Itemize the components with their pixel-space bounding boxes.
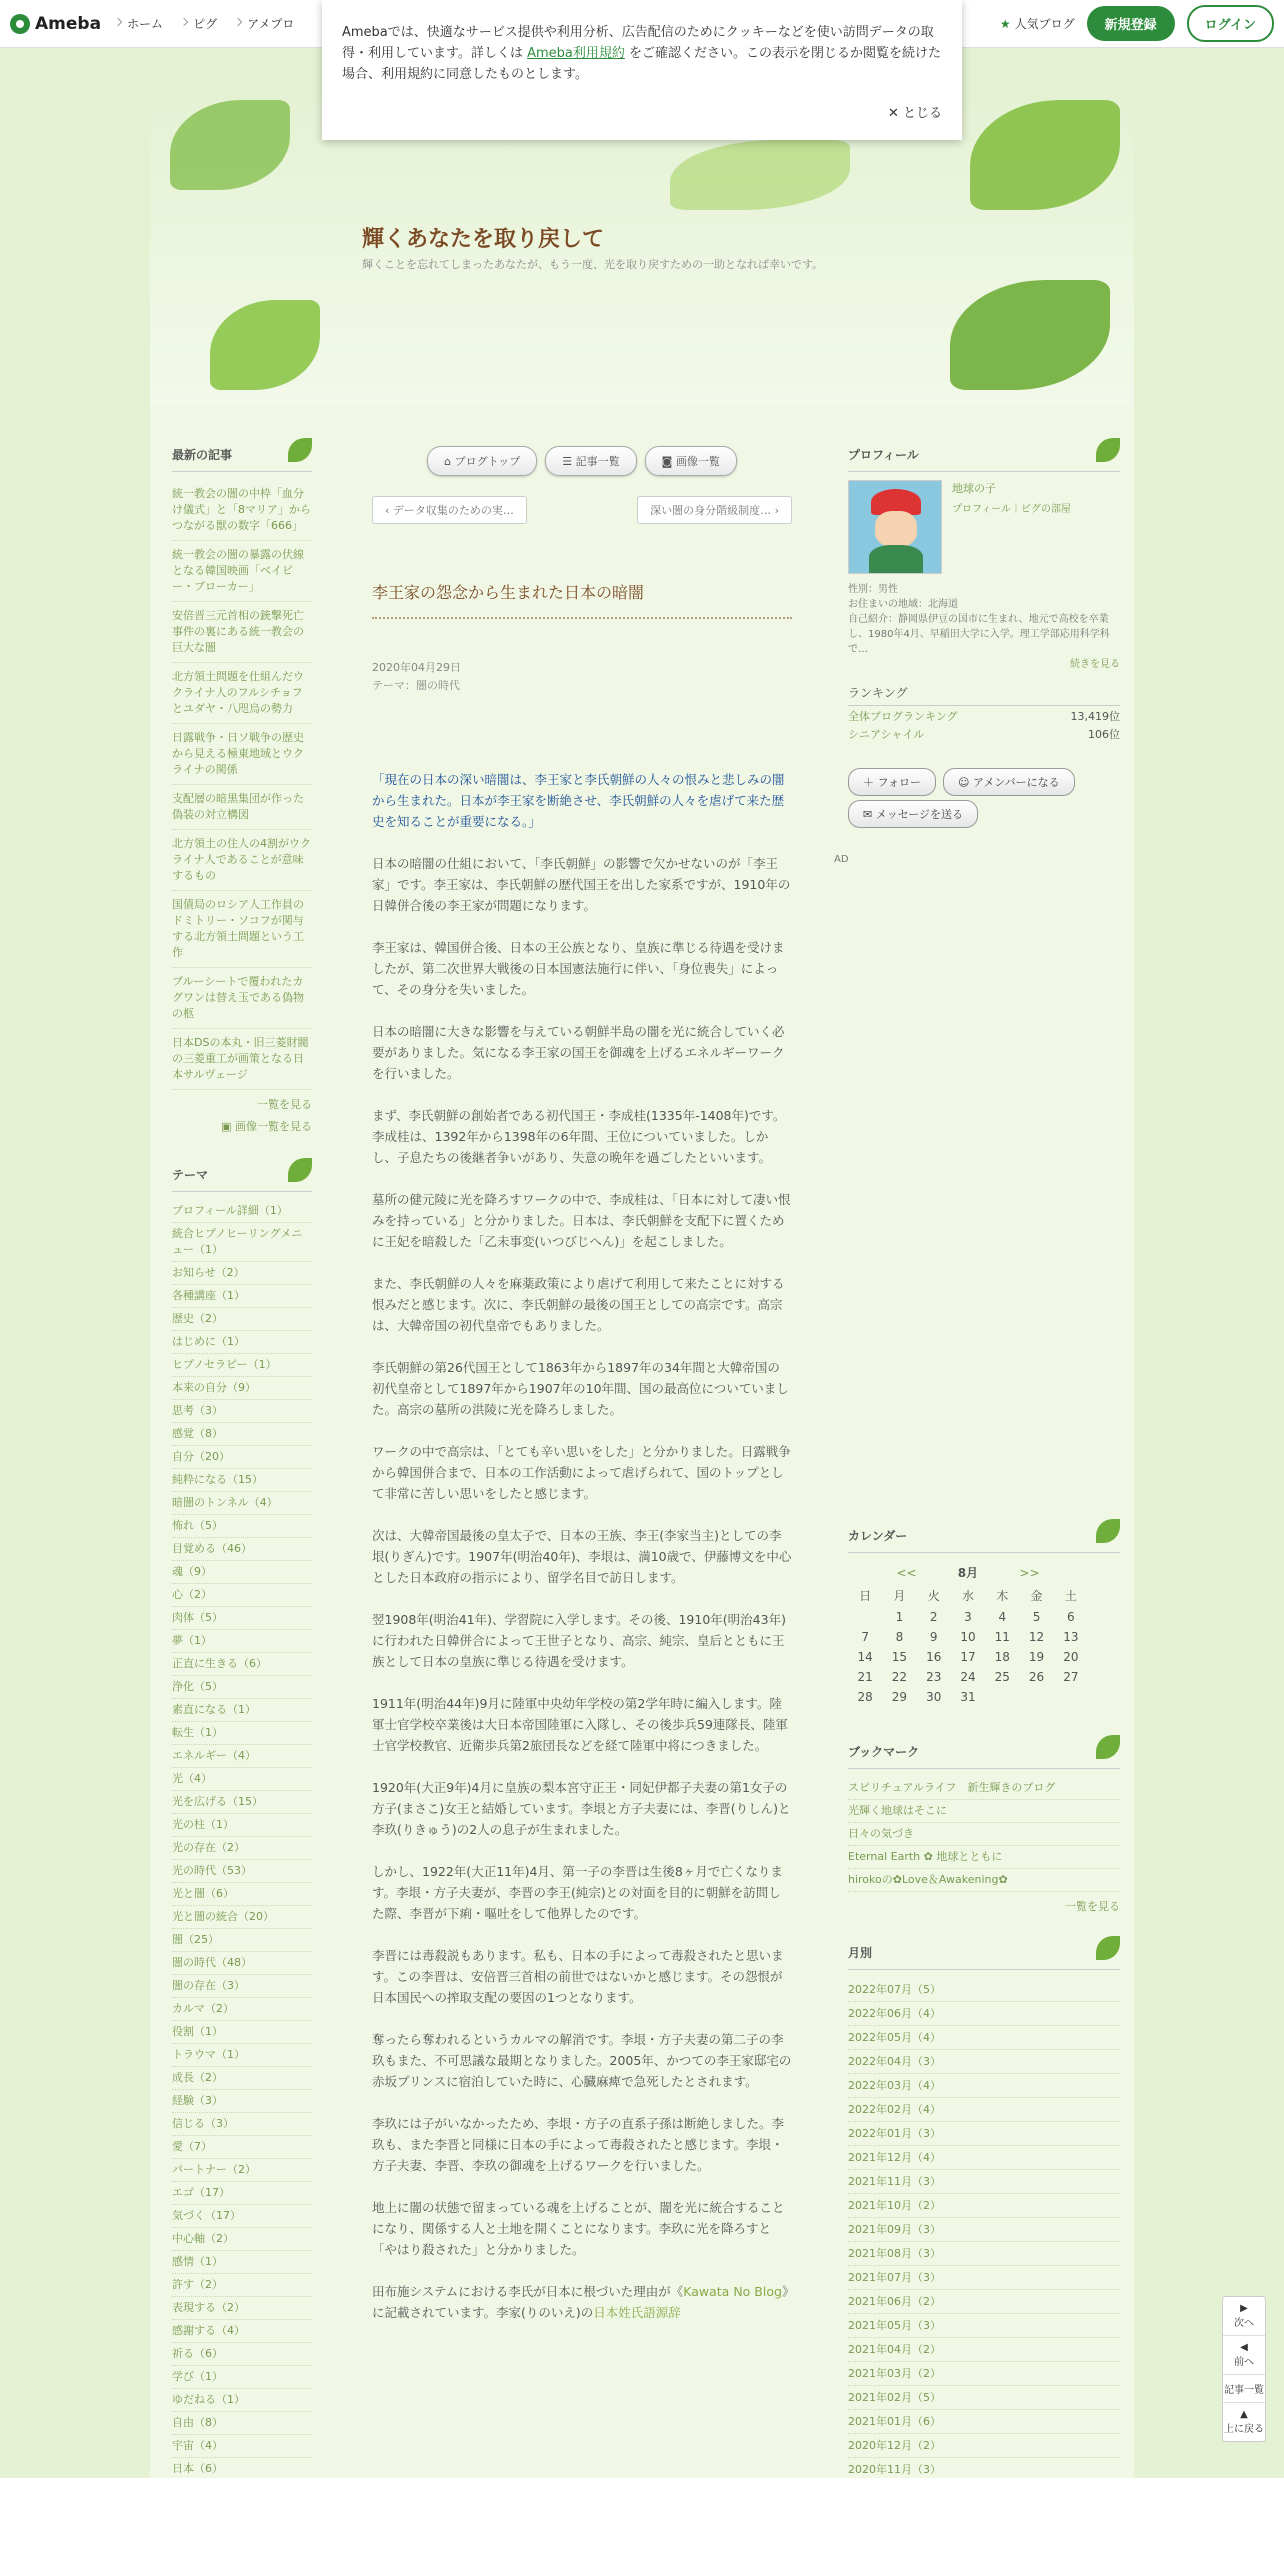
recent-header: 最新の記事 <box>172 446 312 472</box>
theme-link[interactable]: 闇の時代（48） <box>172 1952 312 1975</box>
monthly-archive-link[interactable]: 2021年11月（3） <box>848 2170 1120 2194</box>
theme-link[interactable]: 光と闇（6） <box>172 1883 312 1906</box>
theme-header: テーマ <box>172 1166 312 1192</box>
mail-icon: ✉ <box>863 808 873 821</box>
monthly-archive-link[interactable]: 2020年12月（2） <box>848 2434 1120 2458</box>
profile-intro: 自己紹介：静岡県伊豆の国市に生まれ、地元で高校を卒業し、1980年4月、早稲田大学に入学。理工学部応用科学科で… <box>848 614 1110 655</box>
entry-paragraph: また、李氏朝鮮の人々を麻薬政策により虐げて利用して来たことに対する恨みだと感じます。次に、李氏朝鮮の最後の国王としての高宗です。高宗は、大韓帝国の初代皇帝でもありました。 <box>372 1276 785 1333</box>
monthly-archive-link[interactable]: 2022年06月（4） <box>848 2002 1120 2026</box>
calendar-day: 29 <box>891 1690 908 1704</box>
theme-link[interactable]: エネルギー（4） <box>172 1745 312 1768</box>
leaf-icon <box>1096 1936 1120 1960</box>
calendar-weekday: 土 <box>1064 1589 1077 1603</box>
calendar-day: 12 <box>1028 1630 1045 1644</box>
calendar-month: 8月 <box>957 1566 979 1580</box>
theme-link[interactable]: 思考（3） <box>172 1400 312 1423</box>
entry-theme-link[interactable]: テーマ：闇の時代 <box>372 679 460 692</box>
bookmark-link[interactable]: 光輝く地球はそこに <box>848 1800 1120 1823</box>
calendar-day: 30 <box>926 1690 942 1704</box>
bookmark-more-link[interactable]: 一覧を見る <box>1065 1900 1120 1913</box>
top-nav <box>115 15 306 32</box>
monthly-archive-link[interactable]: 2022年05月（4） <box>848 2026 1120 2050</box>
recent-entry-link[interactable]: 国債局のロシア人工作員のドミトリー・ソコフが関与する北方領土問題という工作 <box>172 891 312 968</box>
theme-link[interactable]: カルマ（2） <box>172 1998 312 2021</box>
monthly-archive-link[interactable]: 2021年07月（3） <box>848 2266 1120 2290</box>
cookie-banner: Amebaでは、快適なサービス提供や利用分析、広告配信のためにクッキーなどを使い訪問データの取得・利用しています。詳しくは Ameba利用規約 をご確認ください。この表示を閉じるか閲覧を続けた場合、利用規約に同意したものとします。 ✕ とじる <box>322 0 962 140</box>
home-icon: ⌂ <box>444 455 452 468</box>
monthly-archive-link[interactable]: 2022年03月（4） <box>848 2074 1120 2098</box>
calendar-day: 19 <box>1028 1650 1045 1664</box>
theme-link[interactable]: 魂（9） <box>172 1561 312 1584</box>
calendar-day: 18 <box>994 1650 1010 1664</box>
calendar-day: 9 <box>929 1630 938 1644</box>
calendar-day: 3 <box>964 1610 972 1624</box>
theme-link[interactable]: 信じる（3） <box>172 2113 312 2136</box>
recent-entry-link[interactable]: 日本DSの本丸・旧三菱財閥の三菱重工が画策となる日本サルヴェージ <box>172 1029 312 1090</box>
calendar-day: 1 <box>895 1610 904 1624</box>
theme-link[interactable]: 転生（1） <box>172 1722 312 1745</box>
triangle-left-icon: ◀ <box>1240 2342 1248 2353</box>
calendar-day: 4 <box>998 1610 1007 1624</box>
ad-label: AD <box>834 854 849 865</box>
nav-home[interactable]: ホーム <box>115 15 175 32</box>
calendar-day: 28 <box>857 1690 873 1704</box>
blog-top-button[interactable]: ⌂ ブログトップ <box>427 446 537 476</box>
entry-paragraph: 地上に闇の状態で留まっている魂を上げることが、闇を光に統合することになり、関係する人と土地を開くことになります。李玖に光を降ろすと「やはり殺された」と分かりました。 <box>372 2200 785 2257</box>
monthly-archive-link[interactable]: 2021年10月（2） <box>848 2194 1120 2218</box>
recent-entry-link[interactable]: 支配層の暗黒集団が作った偽装の対立構図 <box>172 785 312 830</box>
triangle-right-icon: ▶ <box>1240 2303 1248 2314</box>
entry-lead: 「現在の日本の深い暗闇は、李王家と李氏朝鮮の人々の恨みと悲しみの闇から生まれた。日本が李王家を断絶させ、李氏朝鮮の人々を虐げて来た歴史を知ることが重要になる。」 <box>372 772 785 829</box>
float-list-button[interactable]: 記事一覧 <box>1223 2375 1265 2403</box>
theme-link[interactable]: トラウマ（1） <box>172 2044 312 2067</box>
top-right <box>1000 5 1274 42</box>
theme-link[interactable]: 感情（1） <box>172 2251 312 2274</box>
calendar-weekday: 月 <box>893 1589 906 1603</box>
kawata-link[interactable]: Kawata No Blog <box>683 2284 782 2299</box>
monthly-archive-link[interactable]: 2022年01月（3） <box>848 2122 1120 2146</box>
recent-entry-link[interactable]: 統一教会の闇の中枠「血分け儀式」と「8マリア」からつながる獣の数字「666」 <box>172 480 312 541</box>
theme-link[interactable]: はじめに（1） <box>172 1331 312 1354</box>
camera-icon: ◙ <box>661 455 673 468</box>
entry-list-button[interactable]: ☰ 記事一覧 <box>545 446 636 476</box>
monthly-archive-link[interactable]: 2022年02月（4） <box>848 2098 1120 2122</box>
amember-button[interactable]: ☺ アメンバーになる <box>943 768 1075 796</box>
chevron-right-icon: › <box>774 504 779 517</box>
monthly-archive-link[interactable]: 2021年03月（2） <box>848 2362 1120 2386</box>
theme-link[interactable]: 怖れ（5） <box>172 1515 312 1538</box>
theme-link[interactable]: 光の存在（2） <box>172 1837 312 1860</box>
theme-link[interactable]: 光の柱（1） <box>172 1814 312 1837</box>
monthly-archive-link[interactable]: 2021年04月（2） <box>848 2338 1120 2362</box>
surname-dict-link[interactable]: 日本姓氏語源辞 <box>593 2305 681 2320</box>
calendar-weekday: 水 <box>961 1589 974 1603</box>
profile-gender: 性別：男性 <box>848 584 898 595</box>
theme-link[interactable]: 心（2） <box>172 1584 312 1607</box>
theme-link[interactable]: 浄化（5） <box>172 1676 312 1699</box>
profile-more-link[interactable]: 続きを見る <box>1070 659 1120 670</box>
theme-link[interactable]: 経験（3） <box>172 2090 312 2113</box>
blog-title[interactable]: 輝くあなたを取り戻して <box>362 227 605 252</box>
theme-link[interactable]: 中心軸（2） <box>172 2228 312 2251</box>
monthly-archive-link[interactable]: 2022年07月（5） <box>848 1978 1120 2002</box>
entry-title[interactable]: 李王家の怨念から生まれた日本の暗闇 <box>372 580 792 619</box>
theme-link[interactable]: 純粋になる（15） <box>172 1469 312 1492</box>
images-link[interactable]: ▣ 画像一覧を見る <box>221 1120 312 1133</box>
profile-box <box>848 480 1120 574</box>
left-sidebar <box>172 446 312 2504</box>
theme-link[interactable]: パートナー（2） <box>172 2159 312 2182</box>
theme-link[interactable]: 各種講座（1） <box>172 1285 312 1308</box>
entry-paragraph: 李晋には毒殺説もあります。私も、日本の手によって毒殺されたと思います。この李晋は、安倍晋三首相の前世ではないかと感じます。その怨恨が日本国民への搾取支配の要因の1つとなります。 <box>372 1948 784 2005</box>
bookmark-link[interactable]: hirokoの✿Love＆Awakening✿ <box>848 1869 1120 1892</box>
theme-link[interactable]: 光の時代（53） <box>172 1860 312 1883</box>
theme-link[interactable]: 光と闇の統合（20） <box>172 1906 312 1929</box>
calendar-day: 8 <box>895 1630 904 1644</box>
bookmark-link[interactable]: 日々の気づき <box>848 1823 1120 1846</box>
theme-link[interactable]: 闇の存在（3） <box>172 1975 312 1998</box>
calendar-day <box>985 1687 1019 1707</box>
theme-link[interactable]: 感覚（8） <box>172 1423 312 1446</box>
image-list-button[interactable]: ◙ 画像一覧 <box>645 446 737 476</box>
entry-last-paragraph: 田布施システムにおける李氏が日本に根づいた理由が《Kawata No Blog》に記載されています。李家(りのいえ)の日本姓氏語源辞 <box>372 2284 789 2320</box>
monthly-archive-link[interactable]: 2021年05月（3） <box>848 2314 1120 2338</box>
theme-list <box>172 1200 312 2504</box>
image-icon: ▣ <box>221 1120 232 1133</box>
calendar-day: 25 <box>994 1670 1010 1684</box>
recent-list <box>172 480 312 1090</box>
recent-entry-link[interactable]: 北方領土問題を仕組んだウクライナ人のフルシチョフとユダヤ・八咫烏の勢力 <box>172 663 312 724</box>
calendar-day: 23 <box>926 1670 942 1684</box>
calendar-header: カレンダー <box>848 1527 1120 1553</box>
theme-link[interactable]: 本来の自分（9） <box>172 1377 312 1400</box>
calendar-day: 26 <box>1028 1670 1045 1684</box>
monthly-archive-link[interactable]: 2021年09月（3） <box>848 2218 1120 2242</box>
theme-link[interactable]: 光を広げる（15） <box>172 1791 312 1814</box>
entry-paragraph: 翌1908年(明治41年)、学習院に入学します。その後、1910年(明治43年)に行われた日韓併合によって王世子となり、高宗、純宗、皇后とともに王族として日本の皇族に準じる待遇を受けます。 <box>372 1612 786 1669</box>
theme-link[interactable]: エゴ（17） <box>172 2182 312 2205</box>
calendar-day: 10 <box>960 1630 976 1644</box>
message-button[interactable]: ✉ メッセージを送る <box>848 800 978 828</box>
theme-link[interactable]: 歴史（2） <box>172 1308 312 1331</box>
monthly-archive-link[interactable]: 2021年02月（5） <box>848 2386 1120 2410</box>
ameba-logo-icon <box>10 14 30 34</box>
recent-entry-link[interactable]: 日露戦争・日ソ戦争の歴史から見える極東地域とウクライナの関係 <box>172 724 312 785</box>
main-content <box>372 446 792 2344</box>
theme-link[interactable]: 素直になる（1） <box>172 1699 312 1722</box>
theme-link[interactable]: 目覚める（46） <box>172 1538 312 1561</box>
theme-link[interactable]: 役割（1） <box>172 2021 312 2044</box>
next-entry-button[interactable]: 深い闇の身分階級制度… › <box>637 496 792 524</box>
recent-entry-link[interactable]: 安倍晋三元首相の銃撃死亡事件の裏にある統一教会の巨大な闇 <box>172 602 312 663</box>
theme-link[interactable]: 愛（7） <box>172 2136 312 2159</box>
theme-link[interactable]: 許す（2） <box>172 2274 312 2297</box>
theme-link[interactable]: 気づく（17） <box>172 2205 312 2228</box>
entry-body <box>372 853 792 2260</box>
bookmark-link[interactable]: Eternal Earth ✿ 地球とともに <box>848 1846 1120 1869</box>
list-icon: ☰ <box>562 455 573 468</box>
entry-paragraph: 1920年(大正9年)4月に皇族の梨本宮守正王・同妃伊都子夫妻の第1女子の方子(まさこ)女王と結婚しています。李垠と方子夫妻には、李晋(りしん)と李玖(りきゅう)の2人の息子が生まれました。 <box>372 1780 791 1837</box>
calendar-day: 22 <box>891 1670 908 1684</box>
nav-pigg[interactable]: ピグ <box>181 15 229 32</box>
calendar-day: 31 <box>960 1690 976 1704</box>
ranking-header: ランキング <box>848 686 908 700</box>
signup-button[interactable]: 新規登録 <box>1087 6 1175 41</box>
entry-paragraph: 墓所の健元陵に光を降ろすワークの中で、李成桂は、「日本に対して凄い恨みを持っている」と分かりました。日本は、李氏朝鮮を支配下に置くために王妃を暗殺した「乙未事変(いつびじへん)」を起こしました。 <box>372 1192 791 1249</box>
calendar-weekday: 木 <box>996 1589 1009 1603</box>
star-icon: ★ <box>999 16 1011 31</box>
cookie-close-button[interactable]: ✕ とじる <box>887 106 942 121</box>
bookmark-header: ブックマーク <box>848 1743 1120 1769</box>
bookmark-link[interactable]: スピリチュアルライフ 新生輝きのブログ <box>848 1777 1120 1800</box>
entry-prev-next <box>372 496 792 524</box>
theme-link[interactable]: 暗闇のトンネル（4） <box>172 1492 312 1515</box>
calendar-prev[interactable]: << <box>896 1565 917 1580</box>
calendar-day <box>848 1607 882 1627</box>
profile-actions <box>848 768 1120 832</box>
theme-link[interactable]: 宇宙（4） <box>172 2435 312 2458</box>
leaf-icon <box>1096 1519 1120 1543</box>
calendar-day: 7 <box>861 1630 869 1644</box>
blog-subtitle: 輝くことを忘れてしまったあなたが、もう一度、光を取り戻すための一助となれば幸いです。 <box>362 258 824 271</box>
theme-link[interactable]: 夢（1） <box>172 1630 312 1653</box>
entry-paragraph: しかし、1922年(大正11年)4月、第一子の李晋は生後8ヶ月で亡くなります。李垠・方子夫妻が、李晋の李王(純宗)との対面を目的に朝鮮を訪問した際、李晋が下痢・嘔吐をして他界したのです。 <box>372 1864 783 1921</box>
profile-header: プロフィール <box>848 446 1120 472</box>
monthly-archive-link[interactable]: 2021年12月（4） <box>848 2146 1120 2170</box>
theme-link[interactable]: 表現する（2） <box>172 2297 312 2320</box>
entry-paragraph: 奪ったら奪われるというカルマの解消です。李垠・方子夫妻の第二子の李玖もまた、不可思議な最期となりました。2005年、かつての李王家邸宅の赤坂プリンスに宿泊していた時に、心臓麻痺で急死したとされます。 <box>372 2032 792 2089</box>
theme-link[interactable]: 光（4） <box>172 1768 312 1791</box>
float-next-button[interactable]: ▶ 次へ <box>1223 2297 1265 2336</box>
ameba-logo[interactable]: Ameba <box>10 14 101 34</box>
entry-paragraph: 李玖には子がいなかったため、李垠・方子の直系子孫は断絶しました。李玖も、また李晋と同様に日本の手によって毒殺されたと感じます。李垠・方子夫妻、李晋、李玖の御魂を上げるワークを行いました。 <box>372 2116 785 2173</box>
entry-paragraph: 次は、大韓帝国最後の皇太子で、日本の王族、李王(李家当主)としての李垠(りぎん)です。1907年(明治40年)、李垠は、満10歳で、伊藤博文を中心とした日本政府の指示により、留学名目で訪日します。 <box>372 1528 792 1585</box>
calendar-next[interactable]: >> <box>1019 1565 1040 1580</box>
monthly-archive-link[interactable]: 2020年11月（3） <box>848 2458 1120 2482</box>
theme-link[interactable]: 祈る（6） <box>172 2343 312 2366</box>
calendar-day: 2 <box>929 1610 938 1624</box>
footer <box>0 2478 1284 2568</box>
theme-link[interactable]: 成長（2） <box>172 2067 312 2090</box>
monthly-archive-link[interactable]: 2021年01月（6） <box>848 2410 1120 2434</box>
theme-link[interactable]: 闇（25） <box>172 1929 312 1952</box>
theme-link[interactable]: 統合ヒプノヒーリングメニュー（1） <box>172 1223 312 1262</box>
leaf-icon <box>1096 1735 1120 1759</box>
entry-paragraph: 日本の暗闇の仕組において、「李氏朝鮮」の影響で欠かせないのが「李王家」です。李王家は、李氏朝鮮の歴代国王を出した家系ですが、1910年の日韓併合後の李王家が問題になります。 <box>372 856 791 913</box>
calendar-day: 21 <box>857 1670 873 1684</box>
monthly-archive-link[interactable]: 2022年04月（3） <box>848 2050 1120 2074</box>
calendar-day: 15 <box>891 1650 908 1664</box>
calendar-day: 6 <box>1067 1610 1075 1624</box>
theme-link[interactable]: 日本（6） <box>172 2458 312 2481</box>
leaf-icon <box>288 1158 312 1182</box>
entry-paragraph: まず、李氏朝鮮の創始者である初代国王・李成桂(1335年-1408年)です。李成桂は、1392年から1398年の6年間、王位についていました。しかし、子息たちの後継者争いがあり、失意の晩年を過ごしたといいます。 <box>372 1108 786 1165</box>
rank-senior: シニアシャイル 106位 <box>848 728 1120 741</box>
theme-link[interactable]: ヒプノセラピー（1） <box>172 1354 312 1377</box>
prev-entry-button[interactable]: ‹ データ収集のための実… <box>372 496 527 524</box>
float-top-button[interactable]: ▲ 上に戻る <box>1224 2409 1264 2435</box>
calendar-day: 13 <box>1063 1630 1079 1644</box>
floating-nav <box>1222 2296 1266 2442</box>
profile-links[interactable]: プロフィール｜ピグの部屋 <box>952 504 1071 515</box>
theme-link[interactable]: お知らせ（2） <box>172 1262 312 1285</box>
calendar <box>848 1561 1088 1707</box>
float-prev-button[interactable]: ◀ 前へ <box>1223 2336 1265 2375</box>
theme-link[interactable]: プロフィール詳細（1） <box>172 1200 312 1223</box>
calendar-weekday: 金 <box>1030 1589 1043 1603</box>
calendar-day: 20 <box>1063 1650 1079 1664</box>
calendar-day: 17 <box>960 1650 976 1664</box>
entry-meta <box>372 659 792 695</box>
entry-paragraph: 李王家は、韓国併合後、日本の王公族となり、皇族に準じる待遇を受けましたが、第二次世界大戦後の日本国憲法施行に伴い、「身位喪失」によって、その身分を失いました。 <box>372 940 785 997</box>
person-icon: ☺ <box>958 776 970 789</box>
chevron-left-icon: ‹ <box>385 504 390 517</box>
monthly-archive-link[interactable]: 2021年08月（3） <box>848 2242 1120 2266</box>
triangle-up-icon: ▲ <box>1240 2409 1248 2420</box>
monthly-archive-link[interactable]: 2021年06月（2） <box>848 2290 1120 2314</box>
recent-entry-link[interactable]: 統一教会の闇の暴露の伏線となる韓国映画「ベイビー・ブローカー」 <box>172 541 312 602</box>
calendar-weekday: 日 <box>859 1589 872 1603</box>
calendar-day: 24 <box>960 1670 976 1684</box>
theme-link[interactable]: 自由（8） <box>172 2412 312 2435</box>
theme-link[interactable]: 自分（20） <box>172 1446 312 1469</box>
bookmark-list <box>848 1777 1120 1892</box>
calendar-day: 27 <box>1063 1670 1079 1684</box>
calendar-day: 16 <box>926 1650 942 1664</box>
entry-paragraph: 李氏朝鮮の第26代国王として1863年から1897年の34年間と大韓帝国の初代皇帝として1897年から1907年の10年間、国の最高位についていました。高宗の墓所の洪陵に光を降ろしました。 <box>372 1360 789 1417</box>
right-sidebar <box>834 446 1120 2482</box>
calendar-day: 11 <box>994 1630 1010 1644</box>
recent-more-link[interactable]: 一覧を見る <box>257 1098 312 1111</box>
follow-button[interactable]: ＋ フォロー <box>848 768 936 796</box>
rank-overall: 全体ブログランキング 13,419位 <box>848 705 1120 726</box>
blog-nav-buttons <box>372 446 792 476</box>
recent-entry-link[interactable]: 北方領土の住人の4割がウクライナ人であることが意味するもの <box>172 830 312 891</box>
blog-header <box>150 100 1134 405</box>
calendar-day: 5 <box>1032 1610 1041 1624</box>
calendar-weekday: 火 <box>927 1589 940 1603</box>
theme-link[interactable]: 肉体（5） <box>172 1607 312 1630</box>
profile-name[interactable]: 地球の子 <box>952 482 996 495</box>
avatar[interactable] <box>848 480 942 574</box>
theme-link[interactable]: 正直に生きる（6） <box>172 1653 312 1676</box>
theme-link[interactable]: 学び（1） <box>172 2366 312 2389</box>
entry-date: 2020年04月29日 <box>372 661 461 674</box>
calendar-day <box>1019 1687 1053 1707</box>
profile-region: お住まいの地域：北海道 <box>848 599 958 610</box>
theme-link[interactable]: 感謝する（4） <box>172 2320 312 2343</box>
popular-blog-link[interactable]: ★ 人気ブログ <box>999 16 1075 31</box>
terms-link[interactable]: Ameba利用規約 <box>527 46 625 61</box>
theme-link[interactable]: ゆだねる（1） <box>172 2389 312 2412</box>
nav-amepro[interactable]: アメプロ <box>235 15 306 32</box>
login-button[interactable]: ログイン <box>1187 5 1274 42</box>
entry-paragraph: ワークの中で高宗は、「とても辛い思いをした」と分かりました。日露戦争から韓国併合まで、日本の工作活動によって虐げられて、国のトップとして非常に苦しい思いをしたと感じます。 <box>372 1444 791 1501</box>
entry-paragraph: 日本の暗闇に大きな影響を与えている朝鮮半島の闇を光に統合していく必要がありました。気になる李王家の国王を御魂を上げるエネルギーワークを行いました。 <box>372 1024 785 1081</box>
calendar-day <box>1054 1687 1088 1707</box>
monthly-header: 月別 <box>848 1944 1120 1970</box>
recent-entry-link[interactable]: ブルーシートで覆われたカグワンは替え玉である偽物の柩 <box>172 968 312 1029</box>
entry-paragraph: 1911年(明治44年)9月に陸軍中央幼年学校の第2学年時に編入します。陸軍士官学校卒業後は大日本帝国陸軍に入隊し、その後歩兵59連隊長、陸軍士官学校教官、近衛歩兵第2旅団長などを経て陸軍中将につきました。 <box>372 1696 788 1753</box>
monthly-archive <box>848 1978 1120 2482</box>
calendar-day: 14 <box>857 1650 873 1664</box>
